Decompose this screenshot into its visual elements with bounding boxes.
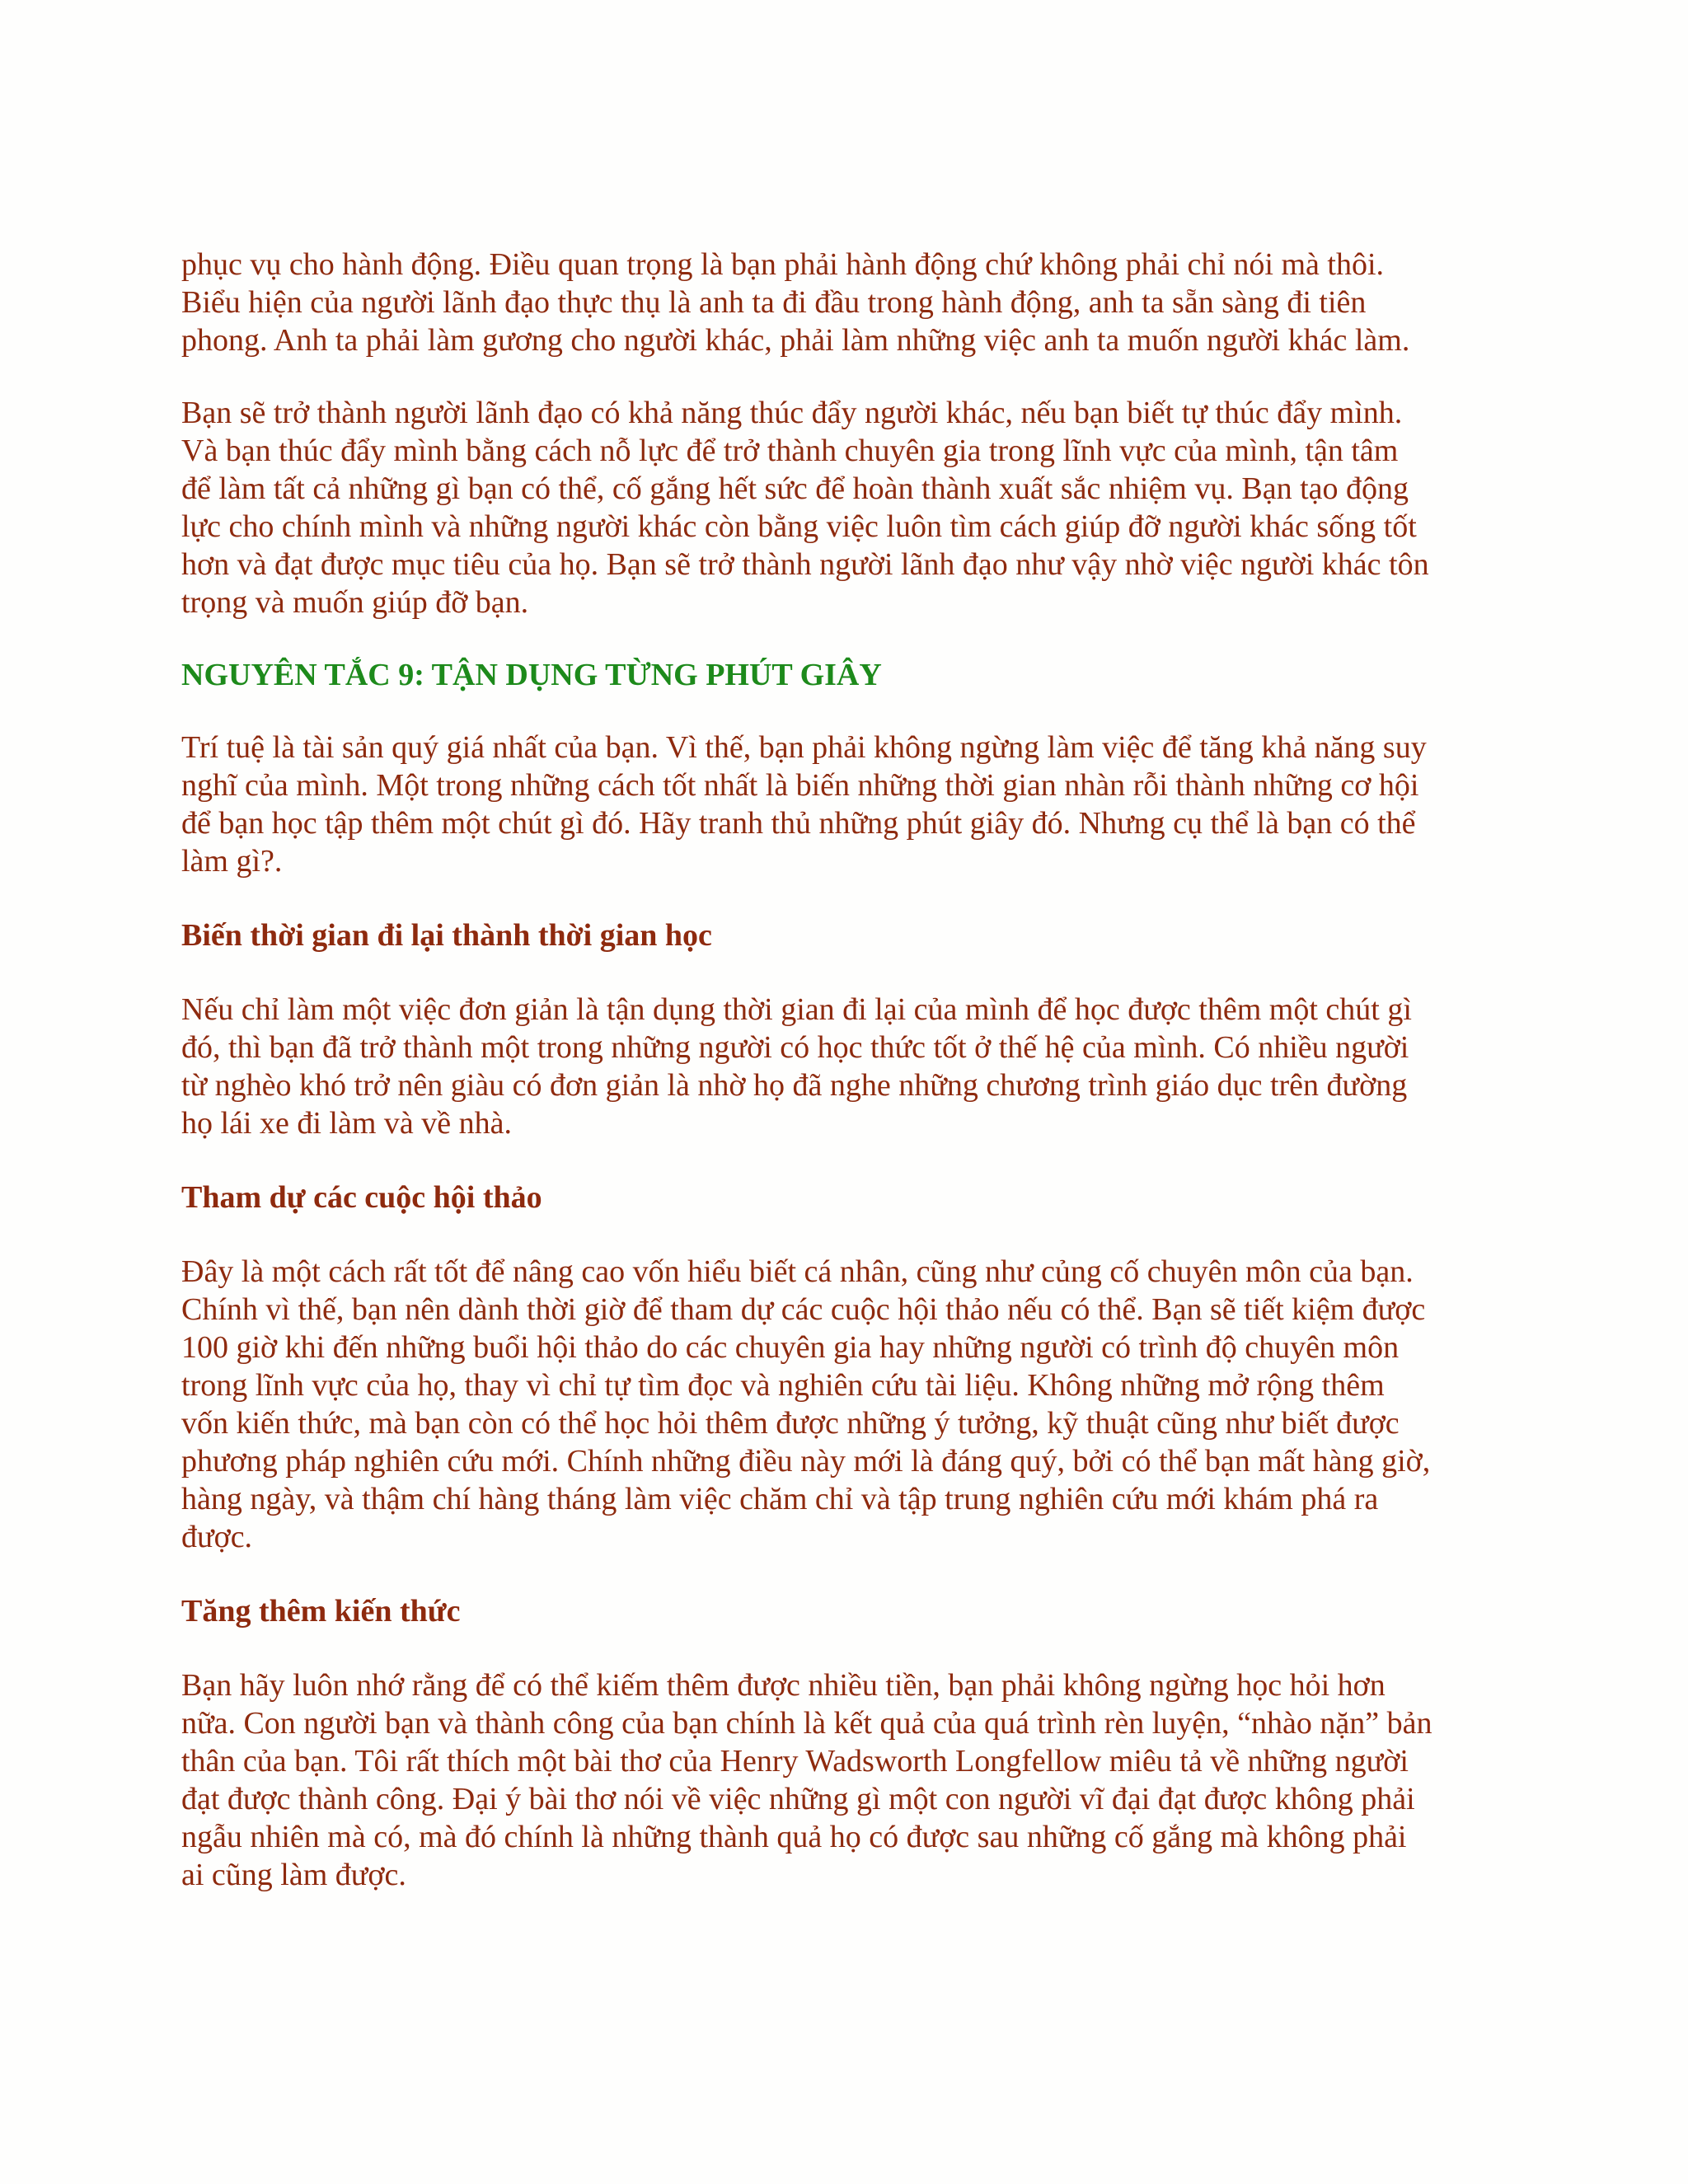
paragraph-intellect-asset (181, 729, 1517, 880)
text-line: Bạn hãy luôn nhớ rằng để có thể kiếm thêm được nhiều tiền, bạn phải không ngừng học hỏi hơn (181, 1668, 1386, 1703)
text-line: phong. Anh ta phải làm gương cho người khác, phải làm những việc anh ta muốn người khác làm. (181, 323, 1410, 358)
text-line: Trí tuệ là tài sản quý giá nhất của bạn. Vì thế, bạn phải không ngừng làm việc để tăng khả năng suy (181, 730, 1427, 765)
principle-heading: NGUYÊN TẮC 9: TẬN DỤNG TỪNG PHÚT GIÂY (181, 658, 882, 692)
text-line: nữa. Con người bạn và thành công của bạn chính là kết quả của quá trình rèn luyện, “nhào nặn” bản (181, 1706, 1432, 1741)
text-line: đó, thì bạn đã trở thành một trong những người có học thức tốt ở thế hệ của mình. Có nhiều người (181, 1030, 1409, 1065)
text-line: đạt được thành công. Đại ý bài thơ nói về việc những gì một con người vĩ đại đạt được không phải (181, 1782, 1415, 1816)
subheading-seminars: Tham dự các cuộc hội thảo (181, 1180, 542, 1215)
text-line: hơn và đạt được mục tiêu của họ. Bạn sẽ trở thành người lãnh đạo như vậy nhờ việc người khác tôn (181, 547, 1429, 582)
text-line: Biểu hiện của người lãnh đạo thực thụ là anh ta đi đầu trong hành động, anh ta sẵn sàng đi tiên (181, 285, 1367, 320)
text-line: vốn kiến thức, mà bạn còn có thể học hỏi thêm được những ý tưởng, kỹ thuật cũng như biết được (181, 1406, 1400, 1441)
text-line: Bạn sẽ trở thành người lãnh đạo có khả năng thúc đẩy người khác, nếu bạn biết tự thúc đẩy mình. (181, 396, 1403, 430)
text-line: ngẫu nhiên mà có, mà đó chính là những thành quả họ có được sau những cố gắng mà không phải (181, 1820, 1407, 1854)
text-line: Và bạn thúc đẩy mình bằng cách nỗ lực để trở thành chuyên gia trong lĩnh vực của mình, tận tâm (181, 434, 1399, 468)
text-line: hàng ngày, và thậm chí hàng tháng làm việc chăm chỉ và tập trung nghiên cứu mới khám phá ra (181, 1482, 1379, 1516)
text-line: trong lĩnh vực của họ, thay vì chỉ tự tìm đọc và nghiên cứu tài liệu. Không những mở rộng thêm (181, 1368, 1385, 1403)
paragraph-seminars (181, 1253, 1517, 1556)
text-line: phục vụ cho hành động. Điều quan trọng là bạn phải hành động chứ không phải chỉ nói mà thôi. (181, 247, 1385, 282)
subheading-commute-learning: Biến thời gian đi lại thành thời gian học (181, 918, 712, 953)
text-line: Đây là một cách rất tốt để nâng cao vốn hiểu biết cá nhân, cũng như củng cố chuyên môn của bạn. (181, 1254, 1414, 1289)
text-line: 100 giờ khi đến những buổi hội thảo do các chuyên gia hay những người có trình độ chuyên môn (181, 1330, 1400, 1365)
paragraph-leadership-action (181, 246, 1517, 359)
paragraph-commute-learning (181, 991, 1517, 1142)
text-line: làm gì?. (181, 844, 283, 879)
text-line: lực cho chính mình và những người khác còn bằng việc luôn tìm cách giúp đỡ người khác sống tốt (181, 509, 1417, 544)
text-line: họ lái xe đi làm và về nhà. (181, 1106, 512, 1141)
text-line: ai cũng làm được. (181, 1858, 406, 1892)
paragraph-increase-knowledge (181, 1666, 1517, 1894)
paragraph-motivate-others (181, 394, 1517, 621)
text-line: phương pháp nghiên cứu mới. Chính những điều này mới là đáng quý, bởi có thể bạn mất hàng giờ, (181, 1444, 1431, 1479)
text-line: thân của bạn. Tôi rất thích một bài thơ của Henry Wadsworth Longfellow miêu tả về những người (181, 1744, 1409, 1779)
text-line: được. (181, 1520, 253, 1554)
text-line: trọng và muốn giúp đỡ bạn. (181, 585, 529, 620)
text-line: từ nghèo khó trở nên giàu có đơn giản là nhờ họ đã nghe những chương trình giáo dục trên đường (181, 1068, 1408, 1103)
document-body (181, 246, 1517, 1894)
text-line: để làm tất cả những gì bạn có thể, cố gắng hết sức để hoàn thành xuất sắc nhiệm vụ. Bạn tạo động (181, 471, 1409, 506)
text-line: Chính vì thế, bạn nên dành thời giờ để tham dự các cuộc hội thảo nếu có thể. Bạn sẽ tiết kiệm được (181, 1292, 1426, 1327)
subheading-increase-knowledge: Tăng thêm kiến thức (181, 1594, 461, 1629)
text-line: để bạn học tập thêm một chút gì đó. Hãy tranh thủ những phút giây đó. Nhưng cụ thể là bạn có thể (181, 806, 1416, 841)
text-line: nghĩ của mình. Một trong những cách tốt nhất là biến những thời gian nhàn rỗi thành những cơ hội (181, 768, 1419, 803)
text-line: Nếu chỉ làm một việc đơn giản là tận dụng thời gian đi lại của mình để học được thêm một chút gì (181, 992, 1412, 1027)
